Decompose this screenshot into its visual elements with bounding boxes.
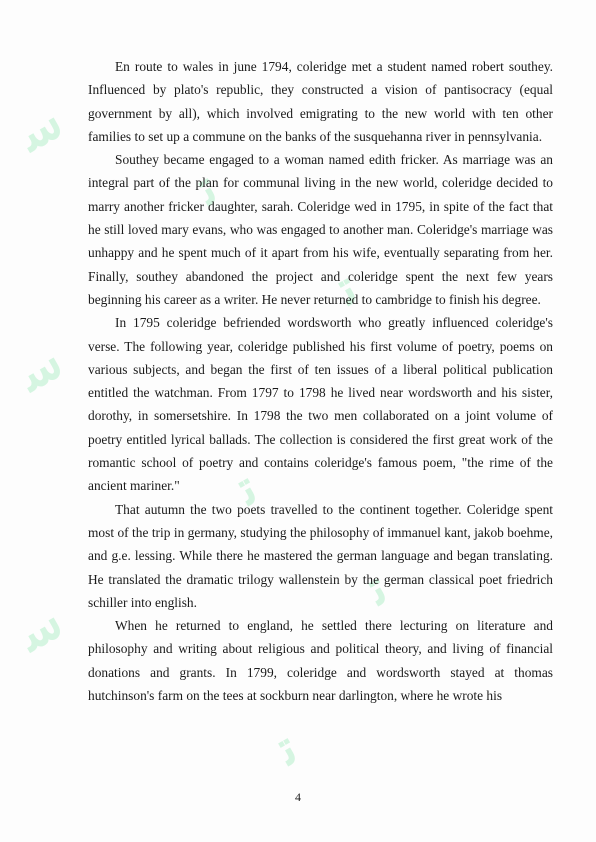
paragraph: That autumn the two poets travelled to the continent together. Coleridge spent most of the trip in germany, studying the philosophy of immanuel kant, jakob boehme, and g.e. lessing. While there he mastered the german language and began translating. He translated the dramatic trilogy wallenstein by the german classical poet friedrich schiller into english. [88, 501, 553, 610]
paragraph: En route to wales in june 1794, coleridge met a student named robert southey. Influenced by plato's republic, they constructed a vision of pantisocracy (equal government by all), which involved emigrating to the new world with ten other families to set up a commune on the banks of the susquehanna river in pennsylvania. [88, 59, 553, 144]
paragraph: In 1795 coleridge befriended wordsworth who greatly influenced coleridge's verse. The following year, coleridge published his first volume of poetry, poems on various subjects, and began the first of ten issues of a liberal political publication entitled the watchman. From 1797 to 1798 he lived near wordsworth and his sister, dorothy, in somersetshire. In 1798 the two men collaborated on a joint volume of poetry entitled lyrical ballads. The collection is considered the first great work of the romantic school of poetry and contains coleridge's famous poem, "the rime of the ancient mariner." [88, 315, 553, 494]
document-body [88, 55, 553, 707]
page-number: 4 [295, 790, 301, 804]
background-watermark: ﺳ ﺳ ﺳ ﺗ ﺗ ﺗ ﺗ ﺗ [9, 95, 396, 775]
paragraph: When he returned to england, he settled there lecturing on literature and philosophy and writing about religious and political theory, and living of financial donations and grants. In 1799, coleridge and wordsworth stayed at thomas hutchinson's farm on the tees at sockburn near darlington, where he wrote his [88, 618, 553, 704]
paragraph: Southey became engaged to a woman named edith fricker. As marriage was an integral part of the plan for communal living in the new world, coleridge decided to marry another fricker daughter, sarah. Coleridge wed in 1795, in spite of the fact that he still loved mary evans, who was engaged to another man. Coleridge's marriage was unhappy and he spent much of it apart from his wife, eventually separating from her. Finally, southey abandoned the project and coleridge spent the next few years beginning his career as a writer. He never returned to cambridge to finish his degree. [88, 152, 553, 307]
